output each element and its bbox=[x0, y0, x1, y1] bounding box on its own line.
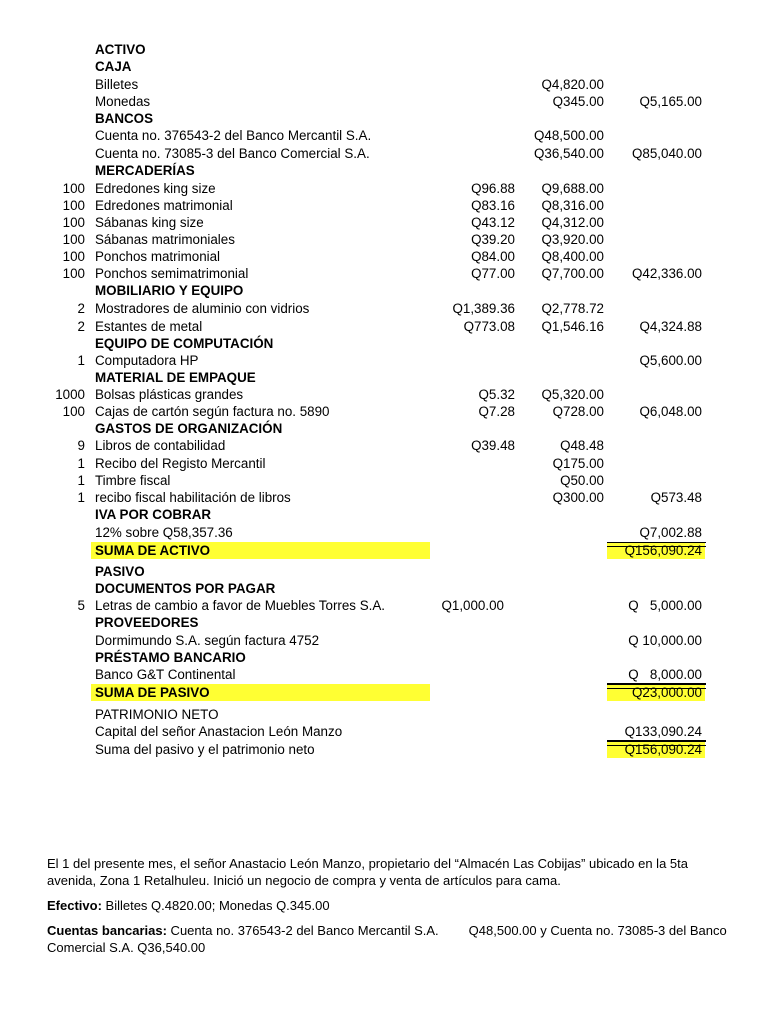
heading-equipo-computacion bbox=[0, 335, 768, 352]
heading-bancos bbox=[0, 110, 768, 127]
table-row bbox=[0, 145, 768, 162]
row-description: EQUIPO DE COMPUTACIÓN bbox=[95, 336, 274, 351]
row-unit-price: Q96.88 bbox=[471, 181, 515, 196]
table-row bbox=[0, 666, 768, 683]
row-description: IVA POR COBRAR bbox=[95, 507, 212, 522]
row-subtotal: Q36,540.00 bbox=[534, 146, 604, 161]
row-total: Q 8,000.00 bbox=[628, 667, 702, 682]
row-quantity: 100 bbox=[62, 232, 85, 247]
heading-pasivo bbox=[0, 563, 768, 580]
row-description: Libros de contabilidad bbox=[95, 438, 226, 453]
row-subtotal: Q175.00 bbox=[552, 456, 604, 471]
table-row bbox=[0, 265, 768, 282]
table-row bbox=[0, 597, 768, 614]
row-description: Ponchos matrimonial bbox=[95, 249, 221, 264]
row-quantity: 1 bbox=[77, 353, 85, 368]
row-quantity: 1 bbox=[77, 490, 85, 505]
efectivo-line bbox=[47, 897, 727, 914]
row-total: Q5,165.00 bbox=[639, 94, 702, 109]
row-subtotal: Q4,820.00 bbox=[541, 77, 604, 92]
row-subtotal: Q50.00 bbox=[560, 473, 604, 488]
row-description: Edredones king size bbox=[95, 181, 216, 196]
row-quantity: 100 bbox=[62, 215, 85, 230]
row-quantity: 100 bbox=[62, 266, 85, 281]
row-quantity: 100 bbox=[62, 249, 85, 264]
row-description: Estantes de metal bbox=[95, 319, 203, 334]
suma-pasivo-patrimonio-row bbox=[0, 741, 768, 758]
row-description: Timbre fiscal bbox=[95, 473, 171, 488]
row-description: Ponchos semimatrimonial bbox=[95, 266, 249, 281]
heading-material-empaque bbox=[0, 369, 768, 386]
heading-activo bbox=[0, 41, 768, 58]
table-row bbox=[0, 76, 768, 93]
heading-gastos-organizacion bbox=[0, 420, 768, 437]
row-description: recibo fiscal habilitación de libros bbox=[95, 490, 291, 505]
heading-mercaderias bbox=[0, 162, 768, 179]
table-row bbox=[0, 437, 768, 454]
row-subtotal: Q48.48 bbox=[560, 438, 604, 453]
row-unit-price: Q39.48 bbox=[471, 438, 515, 453]
row-total: Q133,090.24 bbox=[624, 724, 702, 739]
row-description: Sábanas matrimoniales bbox=[95, 232, 235, 247]
row-description: Cuenta no. 73085-3 del Banco Comercial S.A. bbox=[95, 146, 370, 161]
row-quantity: 100 bbox=[62, 404, 85, 419]
row-total: Q 5,000.00 bbox=[628, 598, 702, 613]
table-row bbox=[0, 231, 768, 248]
row-total: Q23,000.00 bbox=[632, 685, 702, 700]
table-row bbox=[0, 197, 768, 214]
heading-caja bbox=[0, 58, 768, 75]
table-row bbox=[0, 632, 768, 649]
row-total: Q6,048.00 bbox=[639, 404, 702, 419]
table-row bbox=[0, 318, 768, 335]
row-description: MOBILIARIO Y EQUIPO bbox=[95, 283, 244, 298]
heading-patrimonio-neto bbox=[0, 706, 768, 723]
table-row bbox=[0, 248, 768, 265]
row-description: Recibo del Registo Mercantil bbox=[95, 456, 266, 471]
row-subtotal: Q1,546.16 bbox=[541, 319, 604, 334]
row-subtotal: Q345.00 bbox=[552, 94, 604, 109]
row-quantity: 100 bbox=[62, 198, 85, 213]
row-total: Q5,600.00 bbox=[639, 353, 702, 368]
row-unit-price: Q5.32 bbox=[478, 387, 515, 402]
row-subtotal: Q5,320.00 bbox=[541, 387, 604, 402]
table-row bbox=[0, 300, 768, 317]
heading-prestamo-bancario bbox=[0, 649, 768, 666]
row-unit-price: Q77.00 bbox=[471, 266, 515, 281]
row-description: SUMA DE PASIVO bbox=[95, 685, 210, 700]
row-quantity: 9 bbox=[77, 438, 85, 453]
row-unit-price: Q1,389.36 bbox=[452, 301, 515, 316]
table-row bbox=[0, 489, 768, 506]
row-description: DOCUMENTOS POR PAGAR bbox=[95, 581, 276, 596]
table-row bbox=[0, 455, 768, 472]
row-unit-price: Q7.28 bbox=[478, 404, 515, 419]
row-description: PROVEEDORES bbox=[95, 615, 199, 630]
row-total: Q156,090.24 bbox=[624, 742, 702, 757]
row-description: GASTOS DE ORGANIZACIÓN bbox=[95, 421, 283, 436]
heading-documentos-por-pagar bbox=[0, 580, 768, 597]
row-unit-price: Q83.16 bbox=[471, 198, 515, 213]
suma-pasivo-row bbox=[0, 684, 768, 701]
row-total: Q7,002.88 bbox=[639, 525, 702, 540]
row-unit-price: Q84.00 bbox=[471, 249, 515, 264]
table-row bbox=[0, 723, 768, 740]
row-unit-price: Q773.08 bbox=[463, 319, 515, 334]
row-description: SUMA DE ACTIVO bbox=[95, 543, 211, 558]
row-description: Mostradores de aluminio con vidrios bbox=[95, 301, 310, 316]
table-row bbox=[0, 352, 768, 369]
cuentas-label: Cuentas bancarias: bbox=[47, 923, 167, 938]
row-description: Suma del pasivo y el patrimonio neto bbox=[95, 742, 315, 757]
row-quantity: 1 bbox=[77, 456, 85, 471]
row-description: MATERIAL DE EMPAQUE bbox=[95, 370, 256, 385]
table-row bbox=[0, 386, 768, 403]
row-description: Letras de cambio a favor de Muebles Torres S.A. bbox=[95, 598, 386, 613]
row-description: Capital del señor Anastacion León Manzo bbox=[95, 724, 343, 739]
table-row bbox=[0, 524, 768, 541]
row-subtotal: Q2,778.72 bbox=[541, 301, 604, 316]
double-underline bbox=[607, 684, 706, 689]
row-description: Monedas bbox=[95, 94, 151, 109]
row-total: Q4,324.88 bbox=[639, 319, 702, 334]
row-subtotal: Q8,400.00 bbox=[541, 249, 604, 264]
row-description: Bolsas plásticas grandes bbox=[95, 387, 244, 402]
efectivo-text: Billetes Q.4820.00; Monedas Q.345.00 bbox=[101, 898, 330, 913]
cuentas-text-b: Q48,500.00 y Cuenta no. 73085-3 del Banco Comercial S.A. Q36,540.00 bbox=[47, 923, 727, 955]
row-description: Edredones matrimonial bbox=[95, 198, 233, 213]
table-row bbox=[0, 403, 768, 420]
row-total: Q42,336.00 bbox=[632, 266, 702, 281]
row-quantity: 5 bbox=[77, 598, 85, 613]
row-quantity: 1 bbox=[77, 473, 85, 488]
row-description: PASIVO bbox=[95, 564, 145, 579]
row-subtotal: Q300.00 bbox=[552, 490, 604, 505]
row-description: Banco G&T Continental bbox=[95, 667, 236, 682]
row-total: Q 10,000.00 bbox=[628, 633, 702, 648]
row-quantity: 1000 bbox=[55, 387, 85, 402]
row-description: MERCADERÍAS bbox=[95, 163, 195, 178]
row-total: Q85,040.00 bbox=[632, 146, 702, 161]
double-underline bbox=[607, 741, 706, 746]
table-row bbox=[0, 214, 768, 231]
row-description: Sábanas king size bbox=[95, 215, 204, 230]
row-unit-price: Q39.20 bbox=[471, 232, 515, 247]
double-underline bbox=[607, 542, 706, 547]
row-description: CAJA bbox=[95, 59, 132, 74]
row-description: PATRIMONIO NETO bbox=[95, 707, 219, 722]
row-unit-price: Q43.12 bbox=[471, 215, 515, 230]
row-description: ACTIVO bbox=[95, 42, 146, 57]
row-total: Q573.48 bbox=[650, 490, 702, 505]
row-subtotal: Q3,920.00 bbox=[541, 232, 604, 247]
row-description: BANCOS bbox=[95, 111, 154, 126]
heading-proveedores bbox=[0, 614, 768, 631]
row-subtotal: Q48,500.00 bbox=[534, 128, 604, 143]
row-subtotal: Q7,700.00 bbox=[541, 266, 604, 281]
cuentas-line bbox=[47, 922, 727, 956]
row-description: Billetes bbox=[95, 77, 139, 92]
row-unit-price: Q1,000.00 bbox=[441, 598, 504, 613]
row-description: 12% sobre Q58,357.36 bbox=[95, 525, 233, 540]
row-subtotal: Q9,688.00 bbox=[541, 181, 604, 196]
suma-activo-row bbox=[0, 542, 768, 559]
table-row bbox=[0, 472, 768, 489]
row-subtotal: Q4,312.00 bbox=[541, 215, 604, 230]
row-description: Cajas de cartón según factura no. 5890 bbox=[95, 404, 330, 419]
table-row bbox=[0, 180, 768, 197]
row-description: PRÉSTAMO BANCARIO bbox=[95, 650, 246, 665]
heading-mobiliario bbox=[0, 282, 768, 299]
table-row bbox=[0, 127, 768, 144]
row-subtotal: Q728.00 bbox=[552, 404, 604, 419]
row-quantity: 2 bbox=[77, 319, 85, 334]
cuentas-text-a: Cuenta no. 376543-2 del Banco Mercantil S.A. bbox=[166, 923, 439, 938]
row-subtotal: Q8,316.00 bbox=[541, 198, 604, 213]
row-quantity: 2 bbox=[77, 301, 85, 316]
efectivo-label: Efectivo: bbox=[47, 898, 102, 913]
description-paragraph bbox=[47, 855, 727, 956]
row-description: Cuenta no. 376543-2 del Banco Mercantil S.A. bbox=[95, 128, 372, 143]
row-quantity: 100 bbox=[62, 181, 85, 196]
row-total: Q156,090.24 bbox=[624, 543, 702, 558]
table-row bbox=[0, 93, 768, 110]
intro-text: El 1 del presente mes, el señor Anastacio León Manzo, propietario del “Almacén Las Cobijas” ubicado en la 5ta avenida, Zona 1 Retalhuleu. Inició un negocio de compra y venta de artículos para cama. bbox=[47, 856, 688, 888]
row-description: Computadora HP bbox=[95, 353, 199, 368]
row-description: Dormimundo S.A. según factura 4752 bbox=[95, 633, 320, 648]
heading-iva-por-cobrar bbox=[0, 506, 768, 523]
